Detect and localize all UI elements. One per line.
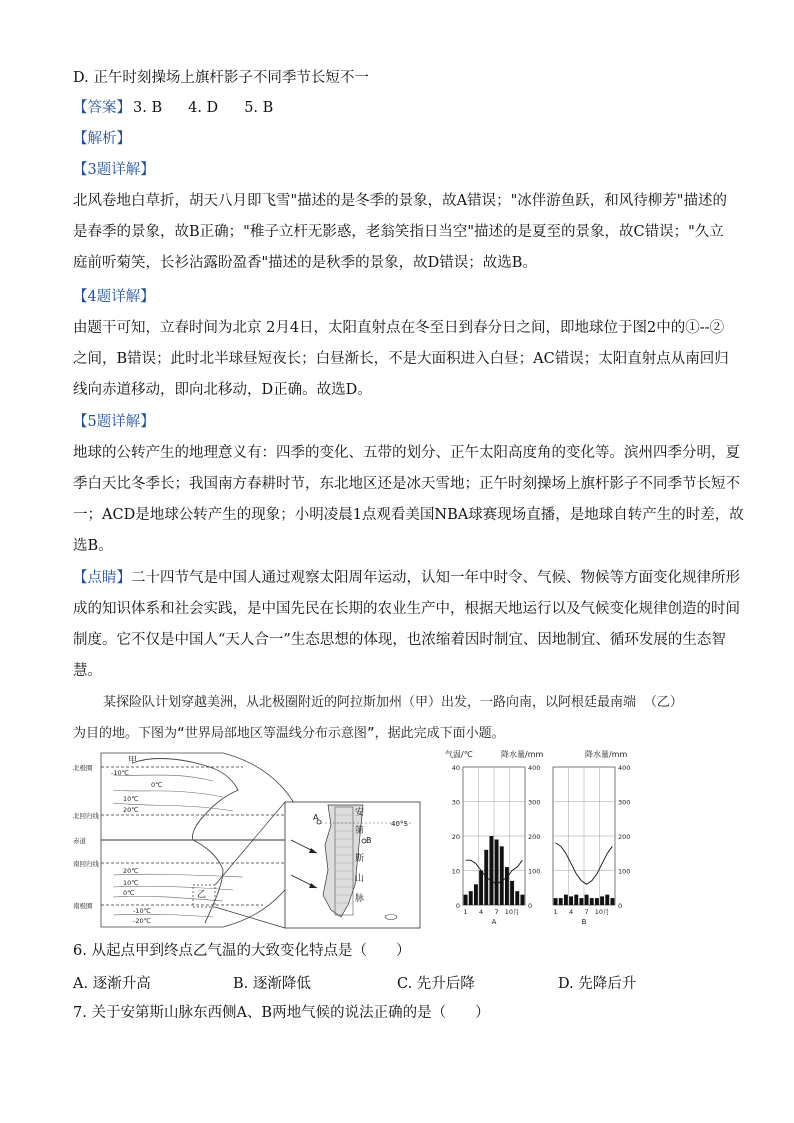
stem-line-1: 某探险队计划穿越美洲，从北极圈附近的阿拉斯加州（甲）出发，一路向南，以阿根廷最南端 （乙） <box>103 695 683 710</box>
q5-line-1: 地球的公转产生的地理意义有：四季的变化、五带的划分、正午太阳高度角的变化等。滨州四季分明，夏 <box>73 445 740 461</box>
inset-map <box>285 802 420 928</box>
precip-bar <box>520 895 524 905</box>
chart-xtick: 7 <box>584 908 589 916</box>
chart-xtick: 4 <box>479 908 484 916</box>
precip-bar <box>479 871 483 906</box>
iso-label: -10℃ <box>133 907 151 915</box>
inset-label: 第 <box>355 826 365 836</box>
precip-bar <box>469 891 473 905</box>
precip-bar <box>605 895 609 905</box>
lat-label-antarctic: 南极圈 <box>73 902 93 910</box>
chart-title: A <box>491 918 497 926</box>
question-6: 6. 从起点甲到终点乙气温的大致变化特点是（ ） <box>73 943 411 959</box>
tip-line-3: 制度。它不仅是中国人“天人合一”生态思想的体现，也浓缩着因时制宜、因地制宜、循环发展的生态智 <box>73 632 726 648</box>
q4-tag: 【4题详解】 <box>73 289 155 305</box>
answer-tag: 【答案】 <box>73 100 131 116</box>
precip-bar <box>600 896 604 905</box>
chart-y2tick: 0 <box>528 902 533 910</box>
precip-bar <box>569 896 573 905</box>
q6-option-c[interactable]: C. 先升后降 <box>397 976 475 992</box>
climate-chart-b <box>531 745 641 935</box>
chart-ylabel: 气温/℃ <box>445 750 473 759</box>
analysis-tag: 【解析】 <box>73 131 131 147</box>
precip-bar <box>554 898 558 905</box>
q6-option-b[interactable]: B. 逐渐降低 <box>233 976 311 992</box>
chart-ytick: 0 <box>455 902 460 910</box>
q4-line-1: 由题干可知，立春时间为北京 2月4日，太阳直射点在冬至日到春分日之间，即地球位于图2中的①--② <box>73 320 725 336</box>
chart-y2tick: 400 <box>618 764 631 772</box>
chart-y2tick: 0 <box>618 902 623 910</box>
precip-bar <box>595 898 599 905</box>
q3-tag: 【3题详解】 <box>73 162 155 178</box>
q5-tag: 【5题详解】 <box>73 414 155 430</box>
point-yi: 乙 <box>197 890 207 900</box>
answer-line <box>73 98 273 118</box>
q6-option-a[interactable]: A. 逐渐升高 <box>73 976 151 992</box>
precip-bar <box>579 898 583 905</box>
inset-label: 斯 <box>355 854 365 864</box>
chart-y2tick: 200 <box>528 833 541 841</box>
iso-label: 0℃ <box>123 889 135 897</box>
precip-bar <box>464 895 468 905</box>
chart-y2tick: 400 <box>528 764 541 772</box>
precip-bar <box>590 898 594 905</box>
precip-bar <box>474 884 478 905</box>
iso-label: 10℃ <box>123 879 139 887</box>
answer-4: 4. D <box>188 100 219 116</box>
answer-5: 5. B <box>244 100 274 116</box>
chart-xtick: 7 <box>494 908 499 916</box>
question-7: 7. 关于安第斯山脉东西侧A、B两地气候的说法正确的是（ ） <box>73 1005 490 1021</box>
precip-bar <box>515 891 519 905</box>
iso-label: 10℃ <box>123 795 139 803</box>
option-d-previous: D. 正午时刻操场上旗杆影子不同季节长短不一 <box>73 70 369 86</box>
q5-line-3: 一；ACD是地球公转产生的现象；小明凌晨1点观看美国NBA球赛现场直播，是地球自转产生的时差，故 <box>73 507 744 523</box>
chart-y2label: 降水量/mm <box>501 750 544 759</box>
chart-xtick: 1 <box>553 908 558 916</box>
inset-point-a: A <box>313 813 319 822</box>
precip-bar <box>564 895 568 905</box>
q3-line-1: 北风卷地白草折，胡天八月即飞雪"描述的是冬季的景象，故A错误；"冰伴游鱼跃，和风待柳芳"描述的 <box>73 193 727 209</box>
precip-bar <box>610 898 614 905</box>
iso-label: 20℃ <box>123 867 139 875</box>
iso-label: 0℃ <box>151 781 163 789</box>
chart-xtick: 10月 <box>594 908 610 916</box>
chart-title: B <box>581 918 587 926</box>
iso-label: 20℃ <box>123 806 139 814</box>
precip-bar <box>510 881 514 905</box>
stem-line-2: 为目的地。下图为“世界局部地区等温线分布示意图”，据此完成下面小题。 <box>73 726 505 741</box>
chart-y2tick: 100 <box>618 867 631 876</box>
inset-lat-label: 40°S <box>391 820 408 828</box>
iso-label: -20℃ <box>133 917 151 925</box>
chart-y2tick: 200 <box>618 833 631 841</box>
world-map <box>101 753 313 928</box>
chart-ytick: 30 <box>451 798 460 807</box>
inset-label: 脉 <box>355 894 365 904</box>
chart-y2tick: 300 <box>618 798 631 807</box>
precip-bar <box>500 846 504 905</box>
precip-bar <box>585 895 589 905</box>
tip-line-4: 慧。 <box>73 663 102 679</box>
chart-ytick: 10 <box>451 867 460 876</box>
chart-y2label: 降水量/mm <box>585 750 628 759</box>
chart-y2tick: 100 <box>528 867 541 876</box>
precip-bar <box>505 867 509 905</box>
figure-area <box>73 745 653 935</box>
q3-line-2: 是春季的景象，故B正确；"稚子立杆无影惑，老翁笑指日当空"描述的是夏至的景象，故C错误；"久立 <box>73 224 724 240</box>
tip-line-2: 成的知识体系和社会实践，是中国先民在长期的农业生产中，根据天地运行以及气候变化规律创造的时间 <box>73 601 740 617</box>
lat-label-arctic: 北极圈 <box>73 764 93 772</box>
chart-xtick: 1 <box>463 908 468 916</box>
q6-option-d[interactable]: D. 先降后升 <box>558 976 637 992</box>
lat-label-tropic-cancer: 北回归线 <box>73 812 99 820</box>
point-jia: 甲 <box>128 756 138 766</box>
chart-ytick: 20 <box>451 833 460 841</box>
chart-ytick: 40 <box>451 764 460 772</box>
tip-tag: 【点睛】 <box>73 570 131 586</box>
q4-line-2: 之间，B错误；此时北半球昼短夜长；白昼渐长，不是大面积进入白昼；AC错误；太阳直射点从南回归 <box>73 351 729 367</box>
iso-label: -10℃ <box>111 769 129 777</box>
answer-3: 3. B <box>133 100 163 116</box>
q4-line-3: 线向赤道移动，即向北移动，D正确。故选D。 <box>73 382 372 398</box>
precip-bar <box>495 839 499 905</box>
chart-xtick: 4 <box>569 908 574 916</box>
lat-label-tropic-capricorn: 南回归线 <box>73 860 99 868</box>
tip-line-1 <box>73 568 740 588</box>
q3-line-3: 庭前听菊笑，长衫沾露盼盈香"描述的是秋季的景象，故D错误；故选B。 <box>73 255 537 271</box>
lat-label-equator: 赤道 <box>73 837 86 845</box>
chart-xtick: 10月 <box>504 908 520 916</box>
inset-point-b: B <box>366 836 372 845</box>
inset-label: 山 <box>355 874 365 884</box>
precip-bar <box>489 836 493 905</box>
tip-text-1: 二十四节气是中国人通过观察太阳周年运动，认知一年中时令、气候、物候等方面变化规律所形 <box>131 570 740 586</box>
chart-y2tick: 300 <box>528 798 541 807</box>
precip-bar <box>574 895 578 905</box>
precip-bar <box>559 898 563 905</box>
inset-label: 安 <box>355 808 365 818</box>
q5-line-2: 季白天比冬季长；我国南方春耕时节，东北地区还是冰天雪地；正午时刻操场上旗杆影子不同季节长短不 <box>73 476 740 492</box>
q5-line-4: 选B。 <box>73 538 113 554</box>
